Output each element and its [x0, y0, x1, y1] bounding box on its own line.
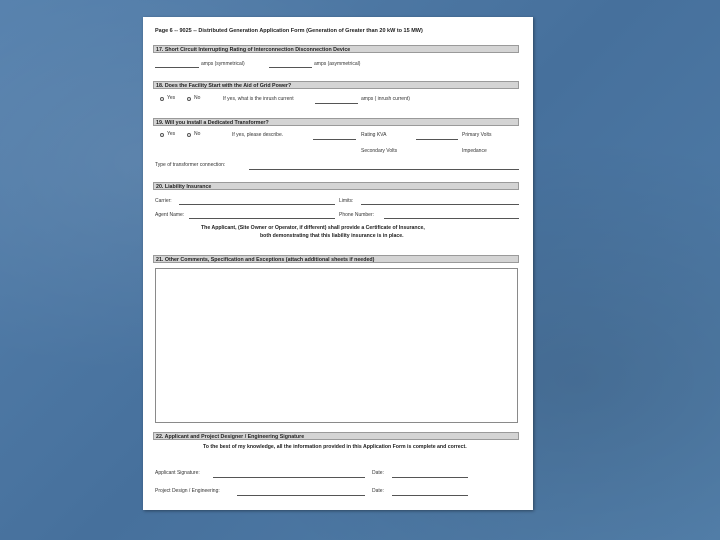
application-form-page: [143, 17, 533, 510]
grid-power-no-label: No: [194, 95, 201, 101]
impedance-label: Impedance: [462, 148, 487, 154]
transformer-connection-label: Type of transformer connection:: [155, 162, 226, 168]
agent-name-label: Agent Name:: [155, 212, 185, 218]
limits-field[interactable]: [361, 204, 519, 205]
inrush-unit-label: amps ( inrush current): [361, 96, 410, 102]
grid-power-yes-label: Yes: [167, 95, 176, 101]
insurance-note-line2: both demonstrating that this liability insurance is in place.: [260, 233, 404, 239]
grid-power-yes-radio[interactable]: [160, 97, 164, 101]
limits-label: Limits:: [339, 198, 354, 204]
inrush-current-field[interactable]: [315, 103, 358, 104]
section-20-heading: 20. Liability Insurance: [153, 182, 519, 190]
amps-asymmetrical-field[interactable]: [269, 67, 312, 68]
phone-number-field[interactable]: [384, 218, 519, 219]
comments-textarea[interactable]: [155, 268, 518, 423]
section-21-heading: 21. Other Comments, Specification and Exceptions (attach additional sheets if needed): [153, 255, 519, 263]
transformer-yes-radio[interactable]: [160, 133, 164, 137]
agent-name-field[interactable]: [189, 218, 335, 219]
insurance-note-line1: The Applicant, (Site Owner or Operator, if different) shall provide a Certificate of Insurance,: [201, 225, 425, 231]
certification-statement: To the best of my knowledge, all the information provided in this Application Form is complete and correct.: [203, 444, 467, 450]
transformer-describe-label: If yes, please describe.: [232, 132, 284, 138]
transformer-no-radio[interactable]: [187, 133, 191, 137]
section-17-heading: 17. Short Circuit Interrupting Rating of Interconnection Disconnection Device: [153, 45, 519, 53]
carrier-label: Carrier:: [155, 198, 172, 204]
applicant-signature-field[interactable]: [213, 477, 365, 478]
carrier-field[interactable]: [179, 204, 335, 205]
applicant-signature-label: Applicant Signature:: [155, 470, 200, 476]
designer-signature-field[interactable]: [237, 495, 365, 496]
designer-date-field[interactable]: [392, 495, 468, 496]
primary-volts-label: Primary Volts: [462, 132, 492, 138]
transformer-describe-field[interactable]: [313, 139, 356, 140]
section-18-heading: 18. Does the Facility Start with the Aid of Grid Power?: [153, 81, 519, 89]
grid-power-no-radio[interactable]: [187, 97, 191, 101]
rating-kva-label: Rating KVA: [361, 132, 387, 138]
section-19-heading: 19. Will you install a Dedicated Transformer?: [153, 118, 519, 126]
designer-signature-label: Project Design / Engineering:: [155, 488, 220, 494]
transformer-yes-label: Yes: [167, 131, 176, 137]
amps-symmetrical-label: amps (symmetrical): [201, 61, 245, 67]
designer-date-label: Date:: [372, 488, 384, 494]
inrush-question: If yes, what is the inrush current: [223, 96, 294, 102]
secondary-volts-label: Secondary Volts: [361, 148, 398, 154]
section-22-heading: 22. Applicant and Project Designer / Engineering Signature: [153, 432, 519, 440]
amps-asymmetrical-label: amps (asymmetrical): [314, 61, 361, 67]
amps-symmetrical-field[interactable]: [155, 67, 199, 68]
transformer-no-label: No: [194, 131, 201, 137]
page-header: Page 6 -- 9025 -- Distributed Generation Application Form (Generation of Greater than 20 kW to 15 MW): [155, 28, 423, 34]
transformer-connection-field[interactable]: [249, 169, 519, 170]
applicant-date-label: Date:: [372, 470, 384, 476]
phone-number-label: Phone Number:: [339, 212, 375, 218]
applicant-date-field[interactable]: [392, 477, 468, 478]
rating-kva-field[interactable]: [416, 139, 458, 140]
